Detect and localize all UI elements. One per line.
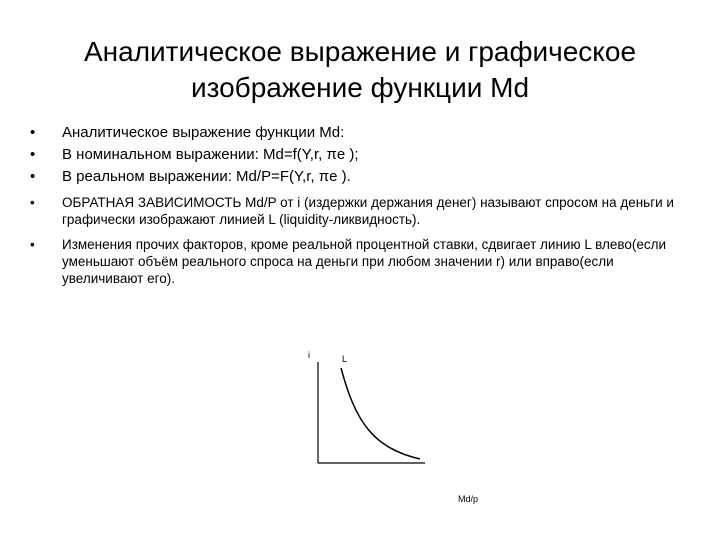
bullet-icon: •: [30, 237, 35, 252]
bullet-text: В реальном выражении: Md/P=F(Y,r, πe ).: [62, 168, 351, 185]
bullet-icon: •: [30, 195, 35, 210]
slide-title-line-1: Аналитическое выражение и графическое: [83, 36, 637, 67]
x-axis-label: Md/p: [458, 494, 479, 504]
bullet-text: Изменения прочих факторов, кроме реальной процентной ставки, сдвигает линию L влево(если уменьшают объём реального спроса на деньги при любом значении r) или вправо(если увеличивают его).: [62, 237, 667, 286]
y-axis-label: i: [308, 350, 310, 360]
bullet-icon: •: [30, 146, 36, 163]
bullet-icon: •: [30, 168, 36, 185]
bullet-text: В номинальном выражении: Md=f(Y,r, πe );: [62, 146, 359, 163]
liquidity-curve-L: [341, 368, 420, 459]
bullet-text: ОБРАТНАЯ ЗАВИСИМОСТЬ Md/P от i (издержки держания денег) называют спросом на деньги и графически изображают линией L (liquidity-ликвидность).: [62, 195, 674, 227]
bullet-icon: •: [30, 124, 36, 141]
curve-label: L: [342, 354, 348, 364]
slide-title-line-2: изображение функции Md: [190, 72, 530, 103]
bullet-text: Аналитическое выражение функции Md:: [62, 124, 345, 141]
